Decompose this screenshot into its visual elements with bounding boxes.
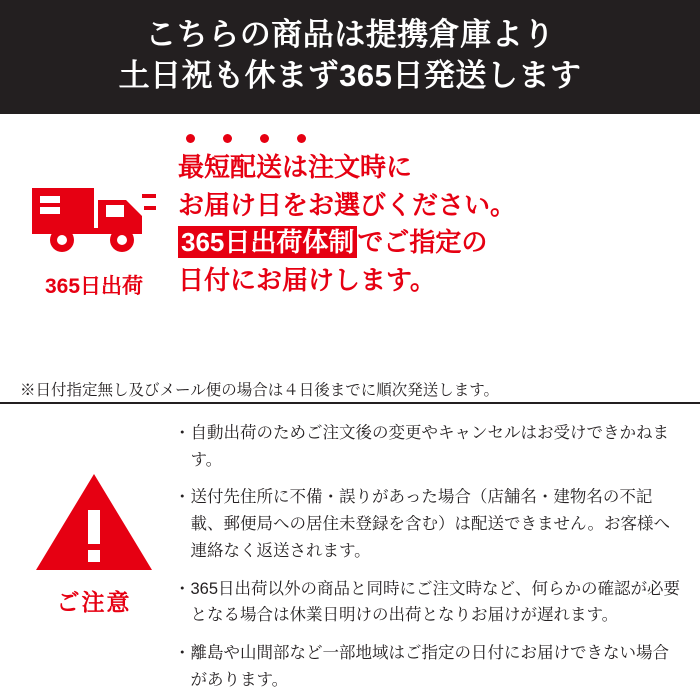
shipping-message-body — [14, 130, 686, 370]
message-line-4: 日付にお届けします。 — [178, 265, 436, 296]
message-line-1: 最短配送は注文時に — [178, 152, 413, 182]
bullet-icon: ・ — [174, 424, 191, 442]
bullet-icon: ・ — [174, 644, 191, 663]
dot-icon — [223, 134, 232, 143]
bullet-icon: ・ — [174, 579, 191, 598]
caution-section — [0, 404, 700, 700]
list-item — [174, 484, 684, 564]
header-line-1: こちらの商品は提携倉庫より — [145, 17, 555, 53]
delivery-truck-icon — [30, 174, 158, 258]
truck-column — [14, 130, 174, 370]
decorative-dots — [178, 134, 686, 143]
caution-list — [174, 418, 684, 700]
list-item — [174, 420, 684, 473]
header-line-2: 土日祝も休まず365日発送します — [118, 58, 582, 93]
list-item-text: 自動出荷のためご注文後の変更やキャンセルはお受けできかねます。 — [190, 424, 669, 469]
bullet-icon: ・ — [174, 488, 191, 507]
message-column — [174, 130, 686, 370]
message-line-3 — [178, 224, 686, 262]
dot-icon — [260, 134, 269, 143]
shipping-message-section — [0, 114, 700, 402]
message-line-2: お届け日をお選びください。 — [178, 189, 517, 220]
caution-label: ご注意 — [56, 589, 132, 615]
banner-header — [0, 0, 700, 112]
list-item — [174, 576, 684, 629]
dot-icon — [186, 134, 195, 143]
warning-triangle-icon — [34, 470, 154, 574]
highlight-badge: 365日出荷体制 — [178, 226, 357, 258]
shipping-note: ※日付指定無し及びメール便の場合は４日後までに順次発送します。 — [20, 382, 499, 400]
list-item-text: 365日出荷以外の商品と同時にご注文時など、何らかの確認が必要となる場合は休業日明けの出荷となりお届けが遅れます。 — [190, 579, 681, 625]
list-item — [174, 640, 684, 693]
list-item-text: 離島や山間部など一部地域はご指定の日付にお届けできない場合があります。 — [190, 644, 669, 689]
caution-column — [14, 418, 174, 700]
list-item-text: 送付先住所に不備・誤りがあった場合（店舗名・建物名の不記載、郵便局への居住未登録を含む）は配送できません。お客様へ連絡なく返送されます。 — [190, 488, 670, 560]
message-line-3-rest: でご指定の — [357, 227, 488, 258]
truck-label: 365日出荷 — [44, 275, 144, 298]
dot-icon — [297, 134, 306, 143]
